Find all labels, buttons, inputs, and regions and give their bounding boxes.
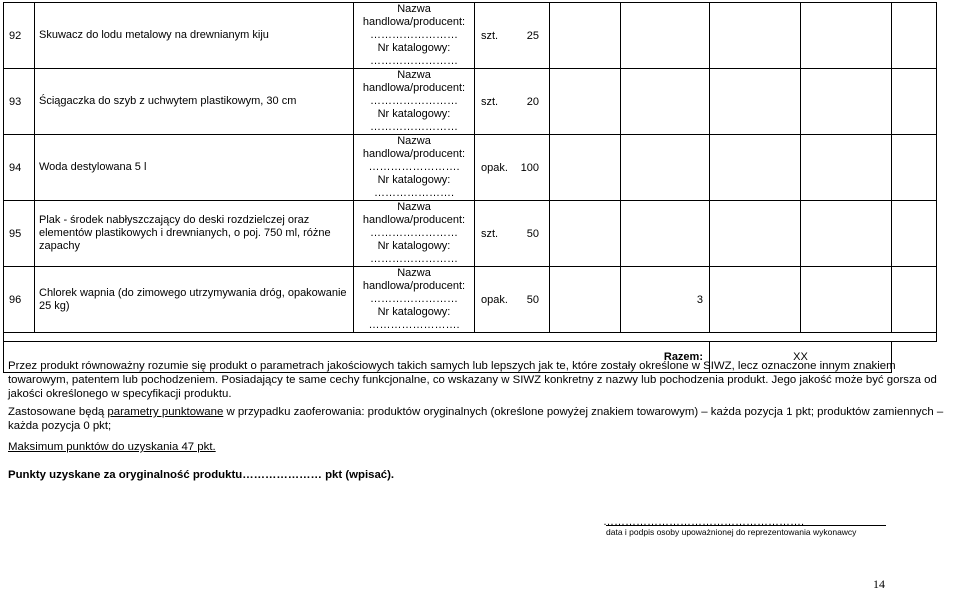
- empty-cell: [710, 69, 801, 135]
- product-info: [354, 201, 475, 267]
- producent-label: Nazwa handlowa/producent:: [362, 3, 466, 28]
- unit-price-cell: [550, 3, 621, 69]
- catalog-label: Nr katalogowy:: [377, 306, 451, 318]
- value-cell: [621, 201, 710, 267]
- signature-dots: ……………………………………………….: [603, 516, 805, 528]
- page-number: 14: [873, 577, 885, 591]
- catalog-dots: ……………………: [370, 55, 458, 67]
- empty-cell: [801, 3, 892, 69]
- product-info: [354, 135, 475, 201]
- quantity: 100: [520, 161, 539, 174]
- producent-dots: ……………………: [370, 293, 458, 305]
- empty-cell: [801, 267, 892, 333]
- catalog-label: Nr katalogowy:: [377, 108, 451, 120]
- empty-cell: [801, 135, 892, 201]
- product-info: [354, 69, 475, 135]
- signature-label: data i podpis osoby upoważnionej do reprezentowania wykonawcy: [606, 527, 857, 537]
- producent-dots: ……………………: [370, 29, 458, 41]
- catalog-dots: ……………………: [370, 121, 458, 133]
- table-row: [4, 69, 937, 135]
- scoring-text-a: Zastosowane będą: [8, 406, 108, 418]
- producent-label: Nazwa handlowa/producent:: [362, 135, 466, 160]
- unit-qty-cell: [475, 267, 550, 333]
- row-number: 92: [4, 3, 35, 69]
- equivalent-product-paragraph: Przez produkt równoważny rozumie się produkt o parametrach jakościowych takich samych lub lepszych jak te, które zostały określone w SIWZ, lecz oznaczone innym znakiem towarowym, patentem lub pochodzeniem. Posiadający te same cechy funkcjonalne, co wskazany w SIWZ konkretny z nazwy lub pochodzenia produkt. Jego jakość może być gorsza od jakości określonego w specyfikacji produktu.: [8, 360, 937, 400]
- unit: szt.: [481, 227, 499, 240]
- unit-qty-cell: [475, 135, 550, 201]
- empty-cell: [892, 267, 937, 333]
- points-line: Punkty uzyskane za oryginalność produktu………………… pkt (wpisać).: [8, 469, 395, 481]
- empty-cell: [892, 3, 937, 69]
- catalog-dots: ……………………: [370, 253, 458, 265]
- value-cell: [621, 3, 710, 69]
- scoring-underlined: parametry punktowane: [107, 406, 224, 418]
- sum-label: Razem:: [4, 342, 710, 373]
- producent-label: Nazwa handlowa/producent:: [362, 267, 466, 292]
- catalog-dots: …………………….: [368, 319, 460, 331]
- producent-dots: ……………………: [370, 227, 458, 239]
- value-cell: [621, 69, 710, 135]
- value-cell: 3: [621, 267, 710, 333]
- empty-cell: [892, 201, 937, 267]
- producent-label: Nazwa handlowa/producent:: [362, 201, 466, 226]
- row-number: 95: [4, 201, 35, 267]
- item-name: Plak - środek nabłyszczający do deski rozdzielczej oraz elementów plastikowych i drewnianych, o poj. 750 ml, różne zapachy: [35, 201, 354, 267]
- unit-qty-cell: [475, 69, 550, 135]
- empty-cell: [801, 69, 892, 135]
- scoring-paragraph: [8, 405, 953, 433]
- sum-value: XX: [710, 342, 892, 373]
- product-info: [354, 267, 475, 333]
- max-points: Maksimum punktów do uzyskania 47 pkt.: [8, 441, 216, 453]
- row-number: 93: [4, 69, 35, 135]
- unit: szt.: [481, 29, 499, 42]
- unit-price-cell: [550, 135, 621, 201]
- items-table: [3, 2, 937, 373]
- item-name: Skuwacz do lodu metalowy na drewnianym kiju: [35, 3, 354, 69]
- unit: opak.: [481, 161, 508, 174]
- empty-cell: [710, 3, 801, 69]
- unit-price-cell: [550, 267, 621, 333]
- product-info: [354, 3, 475, 69]
- unit-qty-cell: [475, 3, 550, 69]
- catalog-label: Nr katalogowy:: [377, 42, 451, 54]
- empty-cell: [892, 69, 937, 135]
- table-row: [4, 135, 937, 201]
- scoring-text-b: w przypadku zaoferowania: produktów oryginalnych (określone powyżej znakiem towarowym) – każda pozycja 1 pkt; produktów zamiennych – każda pozycja 0 pkt;: [8, 406, 944, 432]
- producent-dots: ……………………: [370, 95, 458, 107]
- unit-price-cell: [550, 201, 621, 267]
- table-row: [4, 3, 937, 69]
- unit-price-cell: [550, 69, 621, 135]
- unit: szt.: [481, 95, 499, 108]
- unit: opak.: [481, 293, 508, 306]
- value-cell: [621, 135, 710, 201]
- catalog-label: Nr katalogowy:: [377, 240, 451, 252]
- empty-cell: [801, 201, 892, 267]
- table-row: [4, 201, 937, 267]
- producent-label: Nazwa handlowa/producent:: [362, 69, 466, 94]
- empty-cell: [710, 135, 801, 201]
- item-name: Ściągaczka do szyb z uchwytem plastikowym, 30 cm: [35, 69, 354, 135]
- empty-cell: [710, 267, 801, 333]
- catalog-label: Nr katalogowy:: [377, 174, 451, 186]
- empty-cell: [710, 201, 801, 267]
- item-name: Woda destylowana 5 l: [35, 135, 354, 201]
- quantity: 20: [526, 95, 539, 108]
- producent-dots: …………………….: [368, 161, 460, 173]
- catalog-dots: ………………….: [373, 187, 455, 199]
- row-number: 94: [4, 135, 35, 201]
- row-number: 96: [4, 267, 35, 333]
- table-row: [4, 267, 937, 333]
- item-name: Chlorek wapnia (do zimowego utrzymywania dróg, opakowanie 25 kg): [35, 267, 354, 333]
- unit-qty-cell: [475, 201, 550, 267]
- empty-cell: [892, 135, 937, 201]
- quantity: 25: [526, 29, 539, 42]
- quantity: 50: [526, 293, 539, 306]
- signature-line: [606, 525, 886, 526]
- quantity: 50: [526, 227, 539, 240]
